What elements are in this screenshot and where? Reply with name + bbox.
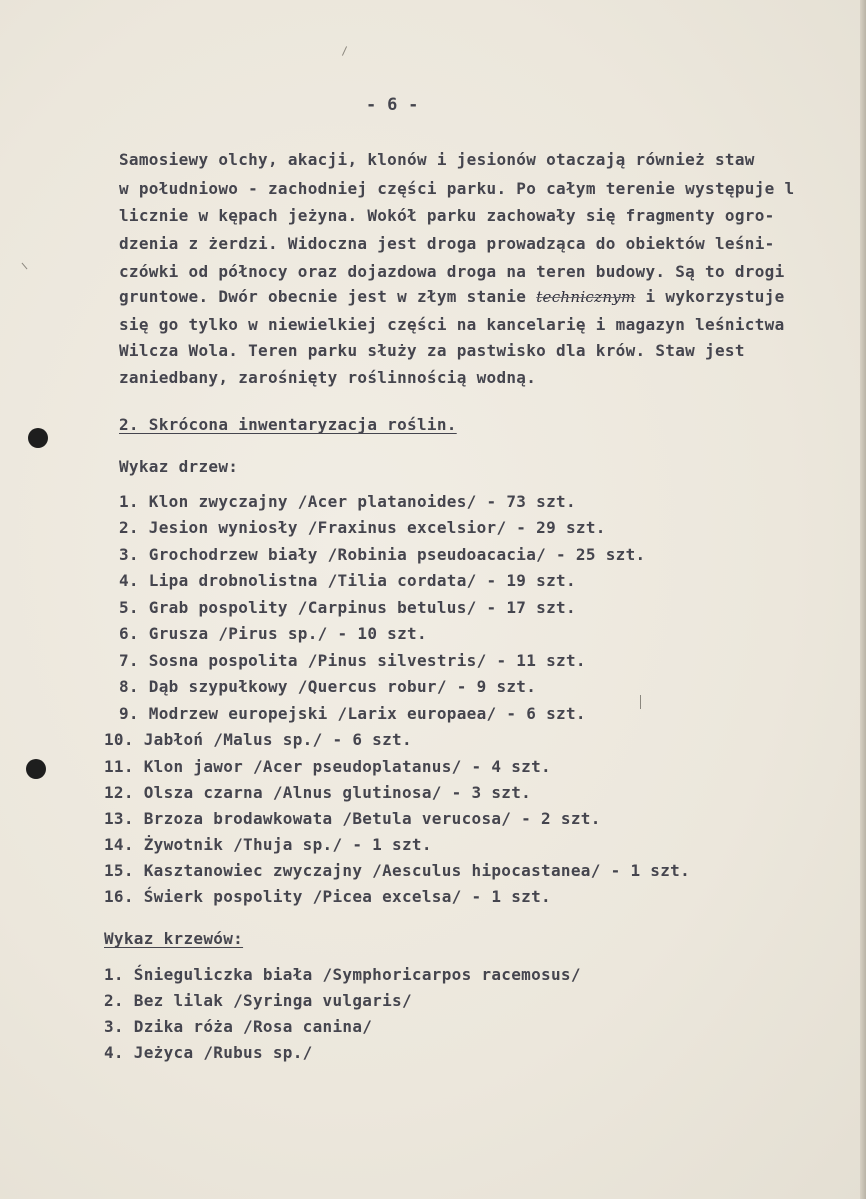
trees-list-label: Wykaz drzew: [119, 457, 239, 476]
shrub-list-item: 3. Dzika róża /Rosa canina/ [104, 1017, 373, 1036]
punch-hole-top [28, 428, 48, 448]
paper-mark [342, 46, 347, 55]
tree-list-item: 9. Modrzew europejski /Larix europaea/ - 6 szt. [119, 704, 586, 723]
paragraph-line: zaniedbany, zarośnięty roślinnością wodną. [119, 368, 537, 387]
tree-list-item: 5. Grab pospolity /Carpinus betulus/ - 17 szt. [119, 598, 576, 617]
shrub-list-item: 2. Bez lilak /Syringa vulgaris/ [104, 991, 412, 1010]
paragraph-line [119, 288, 785, 306]
tree-list-item: 10. Jabłoń /Malus sp./ - 6 szt. [104, 730, 412, 749]
tree-list-item: 2. Jesion wyniosły /Fraxinus excelsior/ - 29 szt. [119, 518, 606, 537]
shrub-list-item: 1. Śnieguliczka biała /Symphoricarpos racemosus/ [104, 965, 581, 984]
section-heading: 2. Skrócona inwentaryzacja roślin. [119, 415, 457, 434]
handwritten-correction: technicznym [536, 288, 636, 306]
paragraph-line-text: gruntowe. Dwór obecnie jest w złym stanie [119, 287, 527, 306]
shrubs-list-label: Wykaz krzewów: [104, 929, 244, 948]
paragraph-line: w południowo - zachodniej części parku. Po całym terenie występuje l [119, 179, 795, 198]
tree-list-item: 8. Dąb szypułkowy /Quercus robur/ - 9 szt. [119, 677, 537, 696]
paragraph-line-suffix: i wykorzystuje [645, 287, 785, 306]
paper-mark [22, 263, 28, 270]
tree-list-item: 6. Grusza /Pirus sp./ - 10 szt. [119, 624, 427, 643]
paragraph-line: licznie w kępach jeżyna. Wokół parku zachowały się fragmenty ogro- [119, 206, 775, 225]
shrub-list-item: 4. Jeżyca /Rubus sp./ [104, 1043, 313, 1062]
paragraph-line: Samosiewy olchy, akacji, klonów i jesionów otaczają również staw [119, 150, 755, 169]
paragraph-line: Wilcza Wola. Teren parku służy za pastwisko dla krów. Staw jest [119, 341, 745, 360]
punch-hole-bottom [26, 759, 46, 779]
tree-list-item: 14. Żywotnik /Thuja sp./ - 1 szt. [104, 835, 432, 854]
paragraph-line: się go tylko w niewielkiej części na kancelarię i magazyn leśnictwa [119, 315, 785, 334]
page-number: - 6 - [366, 95, 419, 115]
paragraph-line: dzenia z żerdzi. Widoczna jest droga prowadząca do obiektów leśni- [119, 234, 775, 253]
tree-list-item: 12. Olsza czarna /Alnus glutinosa/ - 3 szt. [104, 783, 532, 802]
tree-list-item: 11. Klon jawor /Acer pseudoplatanus/ - 4 szt. [104, 757, 551, 776]
paper-mark [640, 695, 641, 709]
tree-list-item: 1. Klon zwyczajny /Acer platanoides/ - 73 szt. [119, 492, 576, 511]
tree-list-item: 4. Lipa drobnolistna /Tilia cordata/ - 19 szt. [119, 571, 576, 590]
tree-list-item: 15. Kasztanowiec zwyczajny /Aesculus hipocastanea/ - 1 szt. [104, 861, 691, 880]
tree-list-item: 3. Grochodrzew biały /Robinia pseudoacacia/ - 25 szt. [119, 545, 646, 564]
paragraph-line: czówki od północy oraz dojazdowa droga na teren budowy. Są to drogi [119, 262, 785, 281]
tree-list-item: 13. Brzoza brodawkowata /Betula verucosa/ - 2 szt. [104, 809, 601, 828]
tree-list-item: 16. Świerk pospolity /Picea excelsa/ - 1 szt. [104, 887, 551, 906]
page-edge-shadow [860, 0, 866, 1199]
tree-list-item: 7. Sosna pospolita /Pinus silvestris/ - 11 szt. [119, 651, 586, 670]
